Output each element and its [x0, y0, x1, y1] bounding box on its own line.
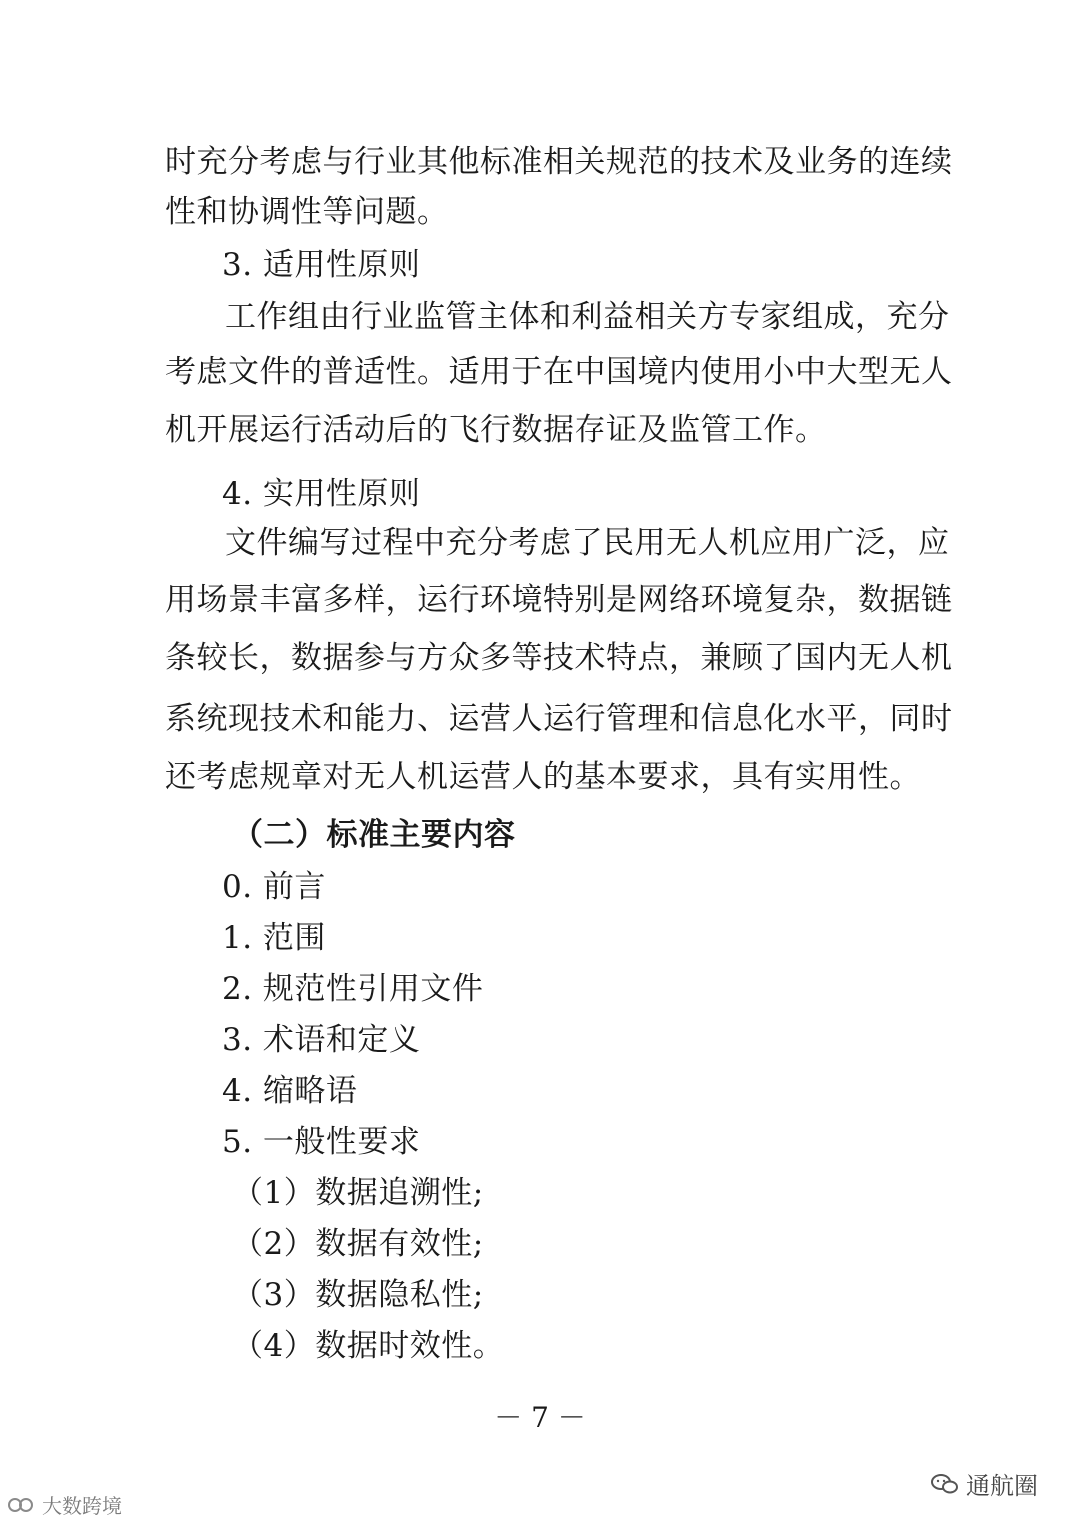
- paragraph-line: 工作组由行业监管主体和利益相关方专家组成，充分: [225, 299, 950, 335]
- outline-item: 1. 范围: [222, 920, 326, 956]
- outline-item: 2. 规范性引用文件: [222, 971, 484, 1007]
- wechat-icon: [930, 1472, 960, 1496]
- paragraph-line: 性和协调性等问题。: [165, 194, 449, 230]
- subsection-heading: （二）标准主要内容: [232, 817, 516, 853]
- requirement-item: （2）数据有效性;: [232, 1226, 484, 1262]
- outline-item: 5. 一般性要求: [222, 1124, 421, 1160]
- outline-item: 3. 术语和定义: [222, 1022, 421, 1058]
- paragraph-line: 时充分考虑与行业其他标准相关规范的技术及业务的连续: [165, 144, 953, 180]
- paragraph-line: 系统现技术和能力、运营人运行管理和信息化水平，同时: [165, 701, 953, 737]
- watermark-left-text: 大数跨境: [42, 1494, 122, 1518]
- paragraph-line: 用场景丰富多样，运行环境特别是网络环境复杂，数据链: [165, 582, 953, 618]
- brand-logo-icon: [6, 1493, 36, 1517]
- outline-item: 0. 前言: [222, 869, 326, 905]
- requirement-item: （4）数据时效性。: [232, 1328, 505, 1364]
- section-heading: 3. 适用性原则: [222, 247, 421, 283]
- outline-item: 4. 缩略语: [222, 1073, 358, 1109]
- page-number: － 7 －: [494, 1401, 586, 1434]
- paragraph-line: 条较长，数据参与方众多等技术特点，兼顾了国内无人机: [165, 640, 953, 676]
- watermark-right: [930, 1466, 1038, 1501]
- watermark-left: [6, 1490, 122, 1519]
- paragraph-line: 考虑文件的普适性。适用于在中国境内使用小中大型无人: [165, 354, 953, 390]
- paragraph-line: 机开展运行活动后的飞行数据存证及监管工作。: [165, 412, 827, 448]
- section-heading: 4. 实用性原则: [222, 476, 421, 512]
- paragraph-line: 文件编写过程中充分考虑了民用无人机应用广泛，应: [225, 525, 950, 561]
- paragraph-line: 还考虑规章对无人机运营人的基本要求，具有实用性。: [165, 759, 921, 795]
- watermark-right-text: 通航圈: [966, 1472, 1038, 1500]
- requirement-item: （3）数据隐私性;: [232, 1277, 484, 1313]
- requirement-item: （1）数据追溯性;: [232, 1175, 484, 1211]
